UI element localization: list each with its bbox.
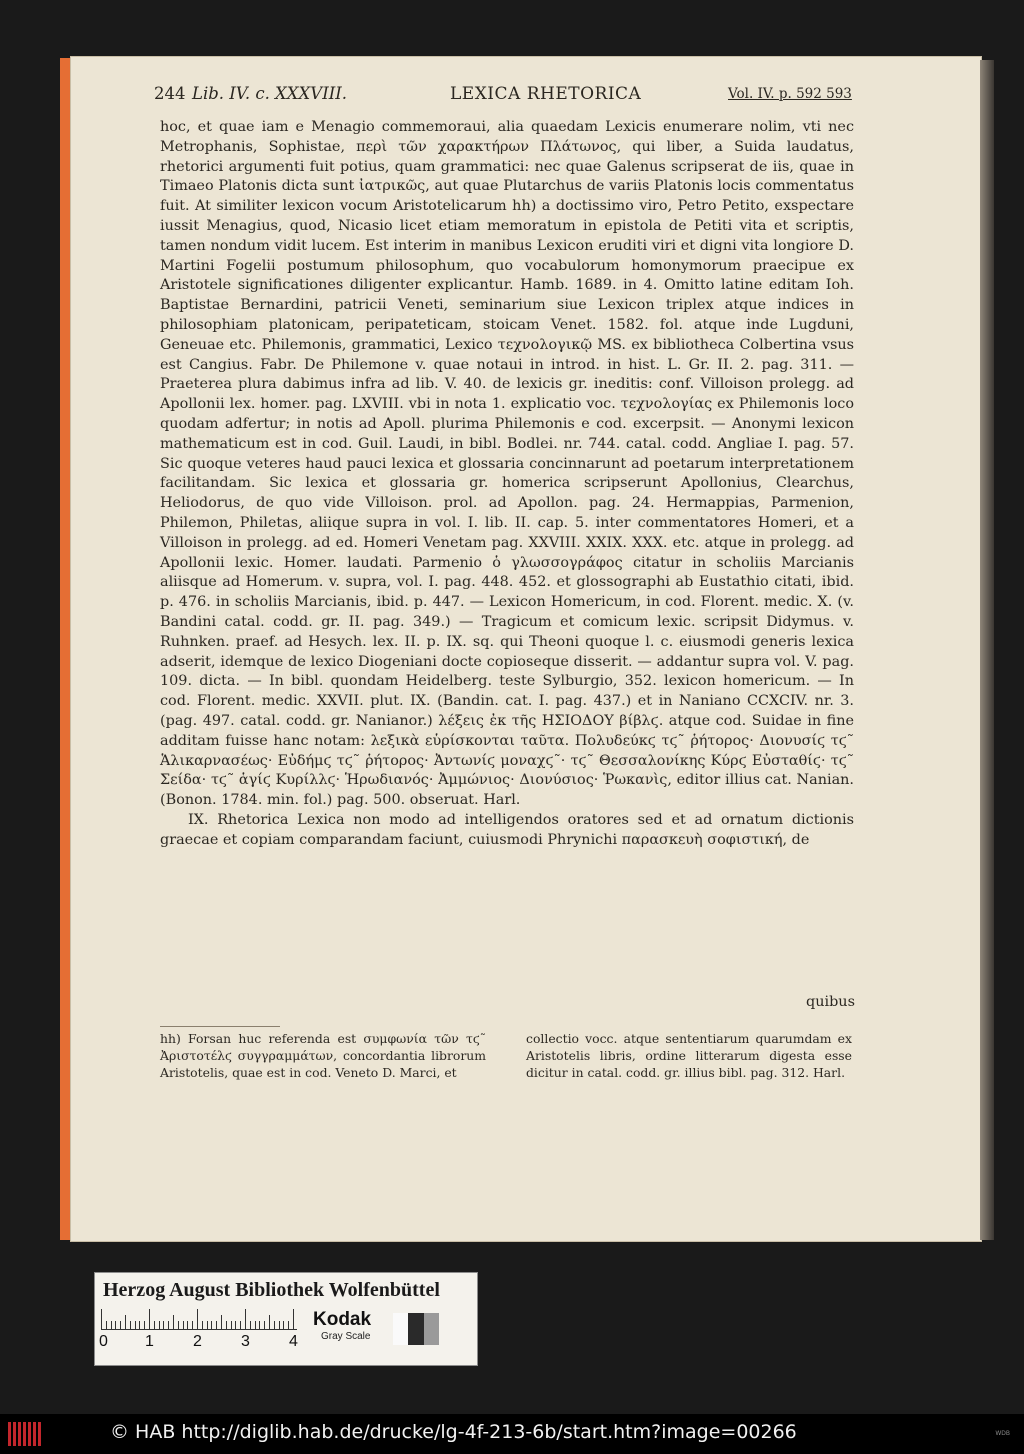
ruler-tick bbox=[197, 1309, 198, 1329]
ruler-tick bbox=[125, 1315, 126, 1329]
ruler-tick bbox=[178, 1321, 179, 1329]
paragraph: hoc, et quae iam e Menagio commemoraui, alia quaedam Lexicis enumerare nolim, vti nec Metrophanis, Sophistae, περὶ τῶν χαρακτήρων Πλάτωνος, qui liber, a Suida laudatus, rhetorici argumenti fuit potius, quam grammatici: nec quae Galenus scripserat de iis, quae in Timaeo Platonis dicta sunt ἰατρικῶς, aut quae Plutarchus de variis Platonis locis commentatus fuit. At similiter lexicon vocum Aristotelicarum hh) a doctissimo viro, Petro Petito, exspectare iussit Menagius, quod, Nicasio licet etiam memoratum in epistola de Petiti vita et scriptis, tamen nondum vidit lucem. Est interim in manibus Lexicon eruditi viri et digni vita longiore D. Martini Fogelii postumum philosophum, quo vocabulorum homonymorum praecipue ex Aristotele significationes diligenter explicantur. Hamb. 1689. in 4. Omitto latine editam Ioh. Baptistae Bernardini, patricii Veneti, seminarium siue Lexicon triplex atque indices in philosophiam platonicam, peripateticam, stoicam Venet. 1582. fol. atque inde Lugduni, Geneuae etc. Philemonis, grammatici, Lexico τεχνολογικῷ MS. ex bibliotheca Colbertina vsus est Cangius. Fabr. De Philemone v. quae notaui in introd. in hist. L. Gr. II. 2. pag. 311. — Praeterea plura dabimus infra ad lib. V. 40. de lexicis gr. ineditis: conf. Villoison prolegg. ad Apollonii lex. homer. pag. LXVIII. vbi in nota 1. explicatio voc. τεχνολογίας ex Philemonis loco quodam adfertur; in notis ad Apoll. plurima Philemonis e cod. excerpsit. — Anonymi lexicon mathematicum est in cod. Guil. Laudi, in bibl. Bodlei. nr. 744. catal. codd. Angliae I. pag. 57. Sic quoque veteres haud pauci lexica et glossaria concinnarunt ad poetarum interpretationem facilitandam. Sic lexica et glossaria gr. homerica scripserunt Apollonius, Clearchus, Heliodorus, de quo vide Villoison. prol. ad Apollon. pag. 24. Hermappias, Parmenion, Philemon, Philetas, aliique supra in vol. I. lib. II. cap. 5. inter commentatores Homeri, et a Villoison in prolegg. ad ed. Homeri Venetam pag. XXVIII. XXIX. XXX. etc. atque in prolegg. ad Apollonii lexic. Homer. laudati. Parmenio ὁ γλωσσογράφος citatur in scholiis Marcianis aliisque ad Homerum. v. supra, vol. I. pag. 448. 452. et glossographi ab Eustathio citati, ibid. p. 476. in scholiis Marcianis, ibid. p. 447. — Lexicon Homericum, in cod. Florent. medic. X. (v. Bandini catal. codd. gr. II. pag. 349.) — Tragicum et comicum lexic. scripsit Didymus. v. Ruhnken. praef. ad Hesych. lex. II. p. IX. sq. qui Theoni quoque l. c. eiusmodi generis lexica adserit, idemque de lexico Diogeniani docte copioseque disserit. — addantur supra vol. V. pag. 109. dicta. — In bibl. quondam Heidelberg. teste Sylburgio, 352. lexicon homericum. — In cod. Florent. medic. XXVII. plut. IX. (Bandin. cat. I. pag. 437.) et in Naniano CCXCIV. nr. 3. (pag. 497. catal. codd. gr. Nanianor.) λέξεις ἐκ τῆς ΗΣΙΟΔΟΥ βίβλϛ. atque cod. Suidae in fine additam fuisse hanc notam: λεξικὰ εὑρίσκονται ταῦτα. Πολυδεύκϛ τϛ῀ ῥήτορος· Διονυσίϛ τϛ῀ Ἁλικαρνασέως· Εὐδήμϛ τϛ῀ ῥήτορος· Ἀντωνίϛ μοναχϛ῀· τϛ῀ Θεσσαλονίκης Κύρϛ Εὐσταθίϛ· τϛ῀ Σείδα· τϛ῀ ἁγίϛ Κυρίλλϛ· Ἡρωδιανός· Ἀμμώνιος· Διονύσιος· Ῥωκανὶς, editor illius cat. Nanian. (Bonon. 1784. min. fol.) pag. 500. obseruat. Harl. bbox=[160, 119, 854, 809]
ruler-tick bbox=[144, 1321, 145, 1329]
ruler-tick bbox=[106, 1321, 107, 1329]
volume-reference: Vol. IV. p. 592 593 bbox=[728, 86, 852, 102]
ruler-tick bbox=[192, 1321, 193, 1329]
library-color-card bbox=[94, 1272, 478, 1366]
ruler-tick bbox=[245, 1309, 246, 1329]
hab-logo-icon bbox=[8, 1422, 48, 1446]
ruler-number: 4 bbox=[289, 1333, 298, 1350]
ruler-tick bbox=[240, 1321, 241, 1329]
ruler-tick bbox=[101, 1309, 102, 1329]
page-title: LEXICA RHETORICA bbox=[450, 84, 642, 104]
ruler-number: 1 bbox=[145, 1333, 154, 1350]
ruler-tick bbox=[211, 1321, 212, 1329]
ruler-tick bbox=[139, 1321, 140, 1329]
page-number: 244 bbox=[154, 84, 186, 103]
wdb-mark: WDB bbox=[995, 1430, 1010, 1437]
ruler-tick bbox=[264, 1321, 265, 1329]
ruler-tick bbox=[202, 1321, 203, 1329]
ruler-tick bbox=[274, 1321, 275, 1329]
ruler-tick bbox=[259, 1321, 260, 1329]
ruler-number: 0 bbox=[99, 1333, 108, 1350]
ruler-tick bbox=[120, 1321, 121, 1329]
library-name: Herzog August Bibliothek Wolfenbüttel bbox=[103, 1279, 440, 1301]
ruler-tick bbox=[115, 1321, 116, 1329]
copyright-link[interactable]: © HAB http://diglib.hab.de/drucke/lg-4f-213-6b/start.htm?image=00266 bbox=[110, 1421, 797, 1443]
ruler-tick bbox=[163, 1321, 164, 1329]
footnote-divider bbox=[160, 1026, 280, 1027]
book-reference: Lib. IV. c. XXXVIII. bbox=[192, 84, 348, 103]
ruler-tick bbox=[293, 1309, 294, 1329]
ruler-tick bbox=[216, 1321, 217, 1329]
scale-ruler bbox=[101, 1309, 297, 1330]
ruler-tick bbox=[279, 1321, 280, 1329]
ruler-tick bbox=[159, 1321, 160, 1329]
ruler-tick bbox=[255, 1321, 256, 1329]
footnote-right-column: collectio vocc. atque sententiarum quarumdam ex Aristotelis libris, ordine litterarum digesta esse dicitur in catal. codd. gr. illius bibl. pag. 312. Harl. bbox=[526, 1031, 852, 1080]
ruler-number: 2 bbox=[193, 1333, 202, 1350]
ruler-tick bbox=[283, 1321, 284, 1329]
ruler-tick bbox=[173, 1315, 174, 1329]
ruler-number: 3 bbox=[241, 1333, 250, 1350]
page-gutter-shadow bbox=[980, 60, 994, 1240]
ruler-tick bbox=[168, 1321, 169, 1329]
ruler-tick bbox=[235, 1321, 236, 1329]
running-header bbox=[154, 84, 854, 108]
ruler-numbers bbox=[99, 1333, 305, 1355]
ruler-tick bbox=[111, 1321, 112, 1329]
catchword: quibus bbox=[806, 994, 855, 1010]
ruler-tick bbox=[231, 1321, 232, 1329]
ruler-tick bbox=[130, 1321, 131, 1329]
paragraph: IX. Rhetorica Lexica non modo ad intelligendos oratores sed et ad ornatum dictionis graecae et copiam comparandam faciunt, cuiusmodi Phrynichi παρασκευὴ σοφιστική, de bbox=[160, 811, 854, 848]
gray-scale-label: Gray Scale bbox=[321, 1331, 371, 1342]
ruler-tick bbox=[149, 1309, 150, 1329]
footer-bar bbox=[0, 1414, 1024, 1454]
ruler-tick bbox=[183, 1321, 184, 1329]
ruler-tick bbox=[250, 1321, 251, 1329]
ruler-tick bbox=[187, 1321, 188, 1329]
gray-patches bbox=[393, 1313, 439, 1345]
ruler-tick bbox=[207, 1321, 208, 1329]
main-text bbox=[160, 118, 854, 850]
ruler-tick bbox=[154, 1321, 155, 1329]
footnote-left-column: hh) Forsan huc referenda est συμφωνία τῶν τϛ῀ Ἀριστοτέλϛ συγγραμμάτων, concordantia librorum Aristotelis, quae est in cod. Veneto D. Marci, et bbox=[160, 1031, 486, 1080]
ruler-tick bbox=[226, 1321, 227, 1329]
ruler-tick bbox=[288, 1321, 289, 1329]
kodak-logo: Kodak bbox=[313, 1309, 372, 1330]
ruler-tick bbox=[135, 1321, 136, 1329]
ruler-tick bbox=[269, 1315, 270, 1329]
ruler-tick bbox=[221, 1315, 222, 1329]
